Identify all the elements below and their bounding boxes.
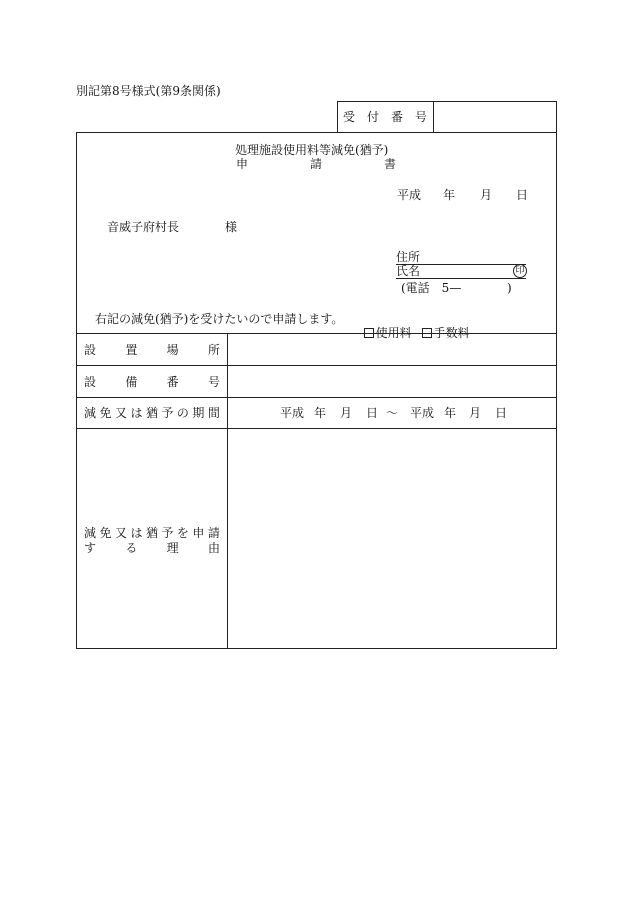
- label-char: 免: [99, 406, 112, 420]
- period-to-era: 平成: [410, 406, 435, 420]
- label-char: 設: [84, 343, 97, 357]
- label-char: 由: [207, 541, 220, 555]
- label-char: は: [130, 406, 143, 420]
- title-char: 申: [236, 157, 249, 171]
- seal-mark: 印: [513, 264, 527, 278]
- address-field[interactable]: [422, 250, 522, 264]
- title-char: 書: [383, 157, 396, 171]
- label-char: 置: [125, 343, 138, 357]
- row-location-field[interactable]: [229, 335, 555, 364]
- period-from-year: 年: [314, 406, 327, 420]
- period-to-month: 月: [469, 406, 482, 420]
- receipt-char: 号: [414, 110, 427, 124]
- label-char: 予: [161, 526, 174, 540]
- row-reason-label-line1: [84, 526, 220, 540]
- addressee-name: 音威子府村長: [107, 220, 180, 234]
- period-tilde: ～: [386, 406, 399, 420]
- label-char: 備: [125, 375, 138, 389]
- date-day: 日: [516, 188, 529, 202]
- title-char: 請: [309, 157, 322, 171]
- form-label: 別記第8号様式(第9条関係): [76, 84, 221, 98]
- label-char: を: [176, 526, 189, 540]
- label-char: 間: [207, 406, 220, 420]
- label-char: 号: [207, 375, 220, 389]
- title-line1: 処理施設使用料等減免(猶予): [235, 143, 389, 157]
- name-underline: [396, 278, 526, 279]
- row-equipment-field[interactable]: [229, 367, 555, 396]
- phone-close: ): [507, 281, 512, 295]
- label-char: 又: [114, 526, 127, 540]
- title-line2: [236, 157, 396, 171]
- row-equipment-label: [84, 375, 220, 389]
- label-char: 理: [166, 541, 179, 555]
- name-label: 氏名: [396, 264, 421, 278]
- label-char: 期: [192, 406, 205, 420]
- label-char: す: [84, 541, 97, 555]
- label-char: 場: [166, 343, 179, 357]
- table-column-divider: [227, 333, 228, 649]
- period-from-day: 日: [366, 406, 379, 420]
- table-line: [76, 397, 557, 398]
- label-char: 免: [99, 526, 112, 540]
- label-char: 番: [166, 375, 179, 389]
- label-char: の: [176, 406, 189, 420]
- row-period-label: [84, 406, 220, 420]
- phone-label: (電話 5—: [401, 281, 462, 295]
- label-char: る: [125, 541, 138, 555]
- period-from-era: 平成: [280, 406, 305, 420]
- option-usage-fee-label: 使用料: [375, 326, 412, 340]
- label-char: 又: [114, 406, 127, 420]
- statement-text: 右記の減免(猶予)を受けたいので申請します。: [95, 312, 344, 326]
- label-char: 猶: [145, 406, 158, 420]
- addressee-honorific: 様: [225, 220, 238, 234]
- label-char: 減: [84, 406, 97, 420]
- date-era: 平成: [397, 188, 422, 202]
- receipt-char: 付: [366, 110, 379, 124]
- date-month: 月: [480, 188, 493, 202]
- period-from-month: 月: [340, 406, 353, 420]
- period-to-day: 日: [495, 406, 508, 420]
- label-char: は: [130, 526, 143, 540]
- receipt-char: 受: [343, 110, 356, 124]
- table-line: [76, 365, 557, 366]
- label-char: 請: [207, 526, 220, 540]
- label-char: 予: [161, 406, 174, 420]
- date-year: 年: [443, 188, 456, 202]
- row-reason-field[interactable]: [229, 430, 555, 647]
- receipt-number-field[interactable]: [434, 102, 556, 132]
- receipt-number-label: [343, 110, 427, 124]
- receipt-char: 番: [390, 110, 403, 124]
- label-char: 申: [192, 526, 205, 540]
- label-char: 減: [84, 526, 97, 540]
- label-char: 設: [84, 375, 97, 389]
- name-field[interactable]: [422, 264, 510, 278]
- row-location-label: [84, 343, 220, 357]
- row-reason-label-line2: [84, 541, 220, 555]
- label-char: 所: [207, 343, 220, 357]
- period-to-year: 年: [444, 406, 457, 420]
- option-handling-fee-label: 手数料: [433, 326, 470, 340]
- label-char: 猶: [145, 526, 158, 540]
- address-label: 住所: [396, 250, 421, 264]
- table-top-line: [76, 333, 557, 334]
- table-line: [76, 428, 557, 429]
